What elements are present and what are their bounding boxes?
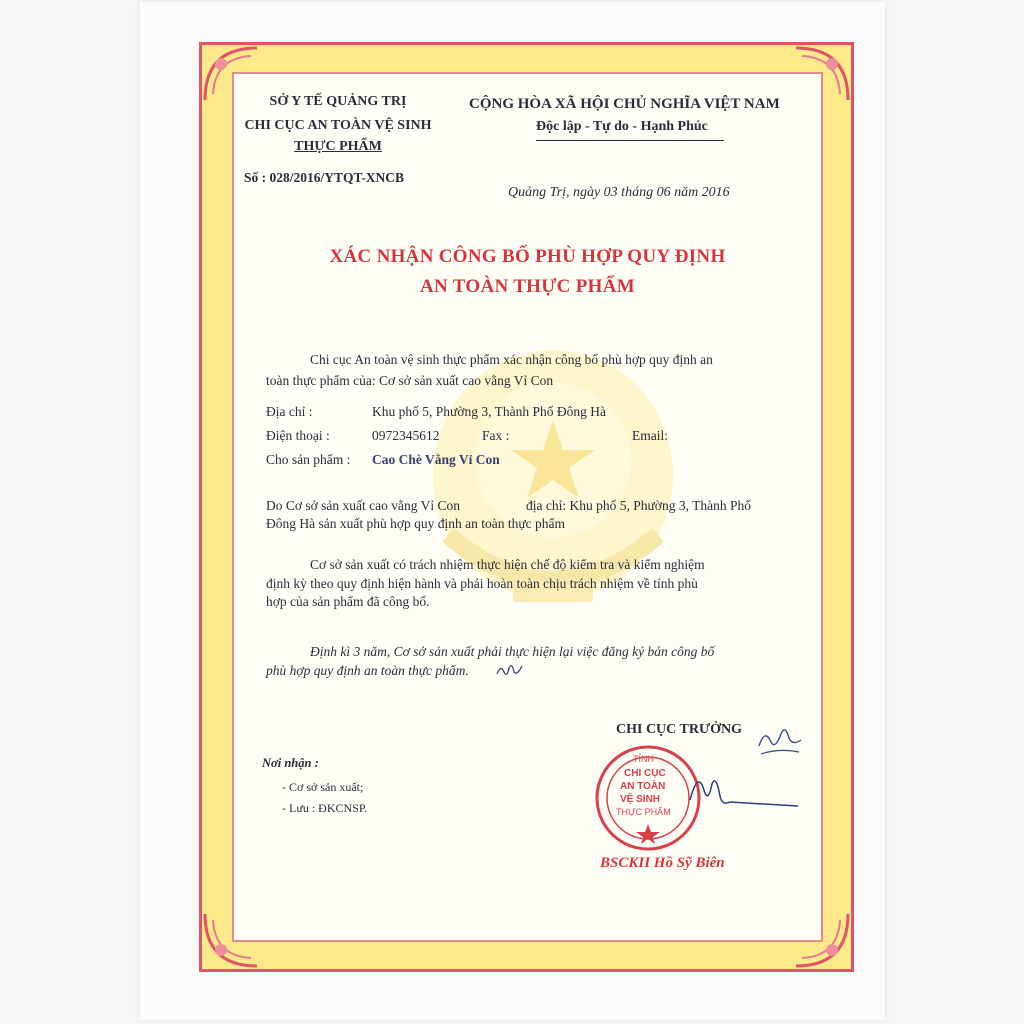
agency-name-line2: CHI CỤC AN TOÀN VỆ SINH — [244, 118, 432, 133]
phone-label: Điện thoại : — [266, 428, 330, 443]
agency-name-line3: THỰC PHẨM — [294, 139, 382, 154]
recipient-item-1: - Cơ sở sản xuất; — [282, 780, 364, 794]
recipients-heading: Nơi nhận : — [262, 756, 319, 770]
document-number: Số : 028/2016/YTQT-XNCB — [244, 170, 405, 185]
paragraph2-line3: hợp của sản phẩm đã công bố. — [266, 594, 430, 609]
document-title-line2: AN TOÀN THỰC PHẨM — [420, 276, 635, 297]
corner-ornament-icon — [792, 910, 852, 970]
paragraph2-line2: định kỳ theo quy định hiện hành và phải hoàn toàn chịu trách nhiệm về tính phù — [266, 576, 698, 591]
date-line: Quảng Trị, ngày 03 tháng 06 năm 2016 — [508, 185, 730, 200]
document-title-line1: XÁC NHẬN CÔNG BỐ PHÙ HỢP QUY ĐỊNH — [329, 246, 726, 267]
republic-name: CỘNG HÒA XÃ HỘI CHỦ NGHĨA VIỆT NAM — [469, 96, 780, 112]
seal-text-line4: VỆ SINH — [620, 794, 661, 805]
paragraph1-line1-part2: địa chỉ: Khu phố 5, Phường 3, Thành Phố — [526, 498, 751, 513]
corner-ornament-icon — [201, 910, 261, 970]
product-value: Cao Chè Vằng Vỉ Con — [372, 452, 500, 467]
signatory-initials-icon — [755, 716, 805, 758]
republic-motto: Độc lập - Tự do - Hạnh Phúc — [536, 119, 708, 134]
seal-text-line2: CHI CỤC — [624, 768, 666, 779]
seal-text-line3: AN TOÀN — [620, 781, 666, 792]
seal-text-line5: THỰC PHẨM — [616, 807, 671, 817]
address-value: Khu phố 5, Phường 3, Thành Phố Đông Hà — [372, 404, 606, 419]
corner-ornament-icon — [792, 44, 852, 104]
agency-name-line1: SỞ Y TẾ QUẢNG TRỊ — [269, 94, 407, 109]
paragraph2-line1: Cơ sở sản xuất có trách nhiệm thực hiện chế độ kiểm tra và kiểm nghiệm — [310, 557, 705, 572]
signatory-name: BSCKII Hồ Sỹ Biên — [600, 855, 725, 871]
signatory-title: CHI CỤC TRƯỞNG — [616, 722, 743, 737]
phone-value: 0972345612 — [372, 428, 440, 443]
intro-line2: toàn thực phẩm của: Cơ sở sản xuất cao vằng Vỉ Con — [266, 373, 554, 388]
email-label: Email: — [632, 428, 668, 443]
fax-label: Fax : — [482, 428, 510, 443]
intro-line1: Chi cục An toàn vệ sinh thực phẩm xác nhận công bố phù hợp quy định an — [310, 352, 713, 367]
paragraph3-line1: Định kì 3 năm, Cơ sở sản xuất phải thực hiện lại việc đăng ký bản công bố — [310, 644, 715, 659]
paragraph1-line2: Đông Hà sản xuất phù hợp quy định an toàn thực phẩm — [266, 516, 566, 531]
paragraph3-line2: phù hợp quy định an toàn thực phẩm. — [266, 663, 469, 678]
motto-underline — [536, 140, 724, 141]
recipient-item-2: - Lưu : ĐKCNSP. — [282, 801, 368, 815]
initials-scribble-icon — [495, 660, 525, 680]
paragraph1-line1-part1: Do Cơ sở sản xuất cao vằng Vỉ Con — [266, 498, 461, 513]
handwritten-signature-icon — [650, 760, 800, 820]
seal-text-line1: TỈNH — [633, 754, 654, 764]
address-label: Địa chỉ : — [266, 404, 313, 419]
product-label: Cho sản phẩm : — [266, 452, 351, 467]
